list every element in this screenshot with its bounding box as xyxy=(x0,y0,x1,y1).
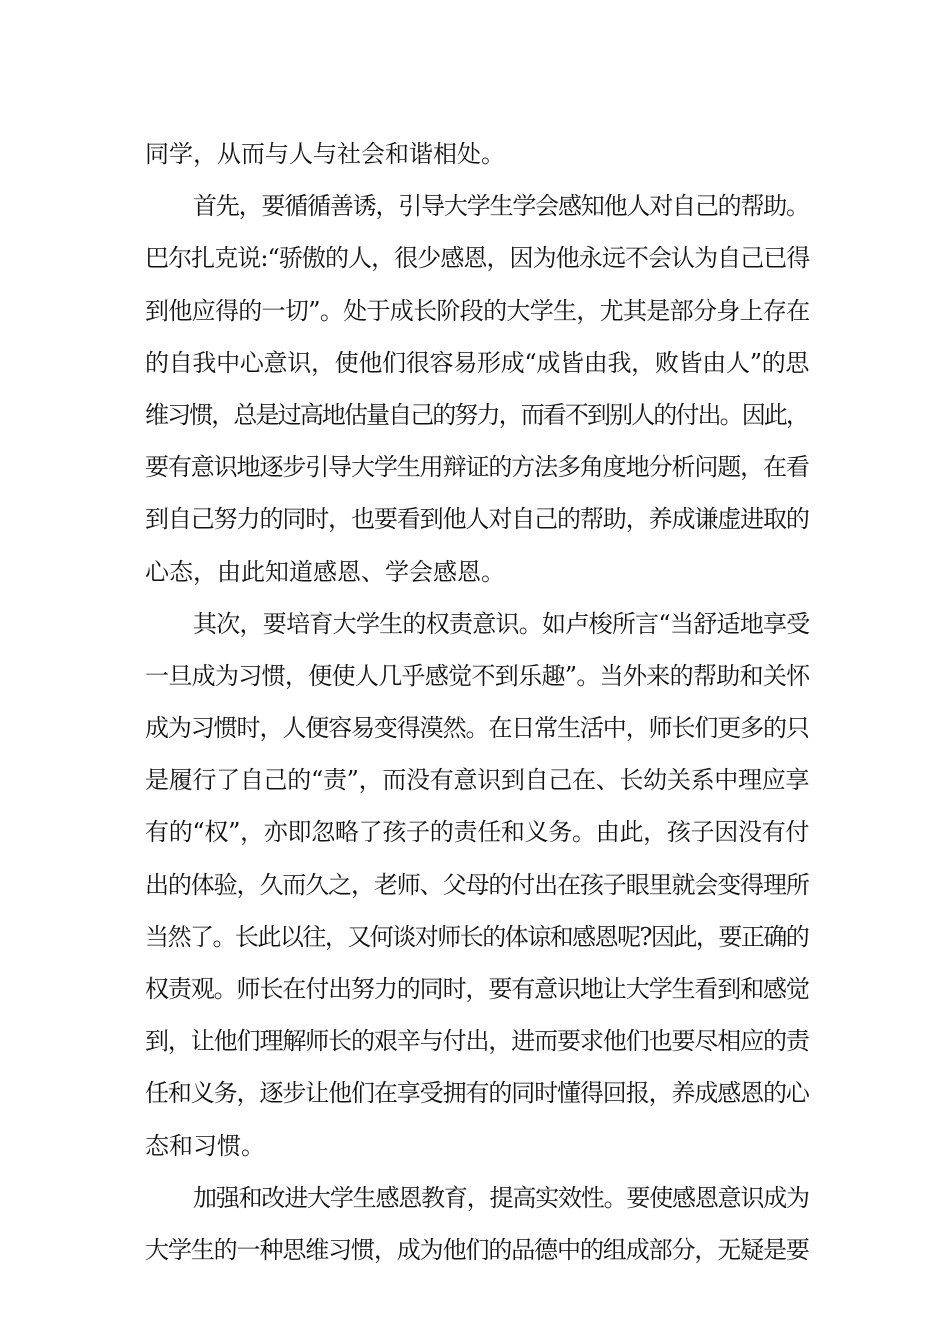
paragraph-first-line: 首先，要循循善诱，引导大学生学会感知他人对自己的帮助。 xyxy=(193,192,809,221)
text-line: 到，让他们理解师长的艰辛与付出，进而要求他们也要尽相应的责 xyxy=(145,1027,809,1056)
text-line: 维习惯，总是过高地估量自己的努力，而看不到别人的付出。因此， xyxy=(145,400,808,429)
text-line: 大学生的一种思维习惯，成为他们的品德中的组成部分，无疑是要 xyxy=(145,1235,809,1264)
paragraph-first-line: 加强和改进大学生感恩教育，提高实效性。要使感恩意识成为 xyxy=(193,1183,809,1212)
text-line: 的自我中心意识，使他们很容易形成“成皆由我，败皆由人”的思 xyxy=(145,348,810,377)
body-text xyxy=(145,128,810,1276)
text-line: 到自己努力的同时，也要看到他人对自己的帮助，养成谦虚进取的 xyxy=(145,505,809,534)
text-line: 有的“权”，亦即忽略了孩子的责任和义务。由此，孩子因没有付 xyxy=(145,818,810,847)
text-line: 成为习惯时，人便容易变得漠然。在日常生活中，师长们更多的只 xyxy=(145,714,809,743)
text-line: 态和习惯。 xyxy=(145,1131,265,1160)
text-line: 一旦成为习惯，便使人几乎感觉不到乐趣”。当外来的帮助和关怀 xyxy=(145,661,810,690)
text-line: 出的体验，久而久之，老师、父母的付出在孩子眼里就会变得理所 xyxy=(145,870,809,899)
paragraph-first-line: 其次，要培育大学生的权责意识。如卢梭所言“当舒适地享受 xyxy=(193,609,810,638)
text-line: 要有意识地逐步引导大学生用辩证的方法多角度地分析问题，在看 xyxy=(145,453,809,482)
text-line: 当然了。长此以往，又何谈对师长的体谅和感恩呢?因此，要正确的 xyxy=(145,922,809,951)
text-line: 是履行了自己的“责”，而没有意识到自己在、长幼关系中理应享 xyxy=(145,766,810,795)
text-line: 巴尔扎克说:“骄傲的人，很少感恩，因为他永远不会认为自己已得 xyxy=(145,244,810,273)
text-line: 权责观。师长在付出努力的同时，要有意识地让大学生看到和感觉 xyxy=(145,975,809,1003)
text-line: 心态，由此知道感恩、学会感恩。 xyxy=(145,557,505,586)
text-line: 任和义务，逐步让他们在享受拥有的同时懂得回报，养成感恩的心 xyxy=(145,1079,809,1108)
text-line: 到他应得的一切”。处于成长阶段的大学生，尤其是部分身上存在 xyxy=(145,296,810,325)
text-line: 同学，从而与人与社会和谐相处。 xyxy=(145,140,505,168)
